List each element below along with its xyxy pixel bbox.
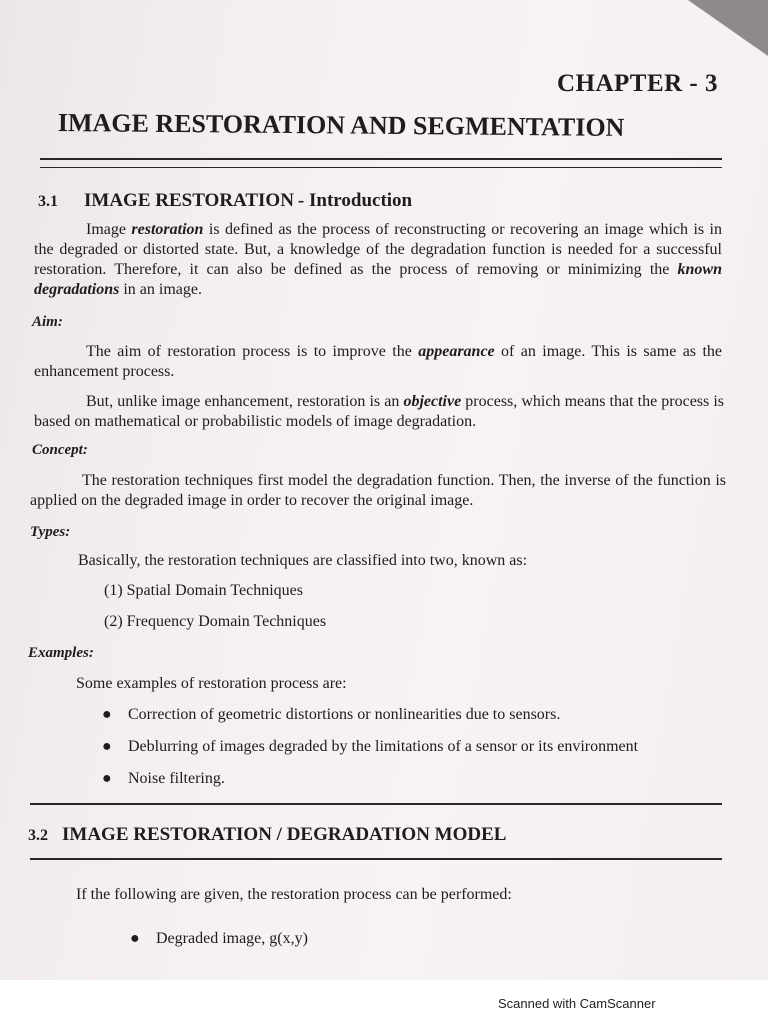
list-item — [130, 930, 308, 948]
aim-text: The aim of restoration process is to improve the — [86, 343, 419, 360]
section-number: 3.1 — [38, 193, 58, 210]
section-3-2-heading — [28, 824, 506, 846]
list-item — [102, 738, 638, 756]
section-divider-top — [30, 803, 722, 805]
section-divider-bottom — [30, 858, 722, 860]
section-title: IMAGE RESTORATION — [84, 190, 294, 211]
bullet-icon: ● — [130, 930, 140, 947]
bullet-icon: ● — [102, 738, 112, 755]
model-intro: If the following are given, the restoration process can be performed: — [76, 886, 512, 903]
types-item: (1) Spatial Domain Techniques — [104, 582, 303, 599]
section-number: 3.2 — [28, 827, 48, 844]
intro-emphasis-known-degradations: known degradations — [34, 261, 722, 298]
list-item-text: Deblurring of images degraded by the limitations of a sensor or its environment — [128, 738, 639, 755]
aim-text: But, unlike image enhancement, restoration is an — [86, 393, 404, 410]
aim-paragraph-2 — [34, 392, 724, 432]
concept-text: The restoration techniques first model the degradation function. Then, the inverse of the function is applied on the degraded image in order to recover the original image. — [30, 472, 726, 509]
scanner-watermark: Scanned with CamScanner — [498, 996, 656, 1011]
concept-heading: Concept: — [32, 442, 88, 458]
intro-emphasis-restoration: restoration — [131, 221, 204, 238]
bullet-icon: ● — [102, 706, 112, 723]
aim-text: of an image. This is same as the enhancement process. — [34, 343, 722, 380]
list-item-text: Correction of geometric distortions or nonlinearities due to sensors. — [128, 706, 561, 723]
examples-intro: Some examples of restoration process are: — [76, 675, 347, 692]
title-divider-bottom — [40, 167, 722, 168]
aim-heading: Aim: — [32, 314, 63, 330]
types-item: (2) Frequency Domain Techniques — [104, 613, 327, 630]
intro-paragraph — [34, 220, 722, 300]
list-item — [102, 706, 560, 724]
aim-paragraph-1 — [34, 342, 722, 382]
list-item-text: Degraded image, g(x,y) — [156, 930, 308, 947]
concept-paragraph — [30, 471, 726, 511]
list-item — [102, 770, 225, 788]
intro-text: in an image. — [119, 281, 202, 298]
types-heading: Types: — [30, 524, 71, 540]
chapter-title: IMAGE RESTORATION AND SEGMENTATION — [57, 108, 625, 142]
intro-text: is defined as the process of reconstructing or recovering an image which is in the degraded or distorted state. But, a knowledge of the degradation function is needed for a successful restoration. Therefore, it can also be defined as the process of removing or minimizing the — [34, 221, 722, 278]
aim-text: process, which means that the process is based on mathematical or probabilistic models of image degradation. — [34, 393, 725, 430]
aim-emphasis-objective: objective — [403, 393, 462, 410]
aim-emphasis-appearance: appearance — [418, 343, 495, 360]
section-3-1-heading — [38, 190, 412, 212]
types-intro: Basically, the restoration techniques are classified into two, known as: — [78, 552, 528, 569]
page-corner-fold — [688, 0, 768, 56]
section-subtitle: - Introduction — [297, 190, 413, 211]
section-title: IMAGE RESTORATION / DEGRADATION MODEL — [62, 824, 507, 845]
bullet-icon: ● — [102, 770, 112, 787]
chapter-label: CHAPTER - 3 — [556, 70, 718, 97]
intro-text: Image — [86, 221, 132, 238]
examples-heading: Examples: — [28, 645, 94, 661]
list-item-text: Noise filtering. — [128, 770, 225, 787]
title-divider-top — [40, 158, 722, 160]
